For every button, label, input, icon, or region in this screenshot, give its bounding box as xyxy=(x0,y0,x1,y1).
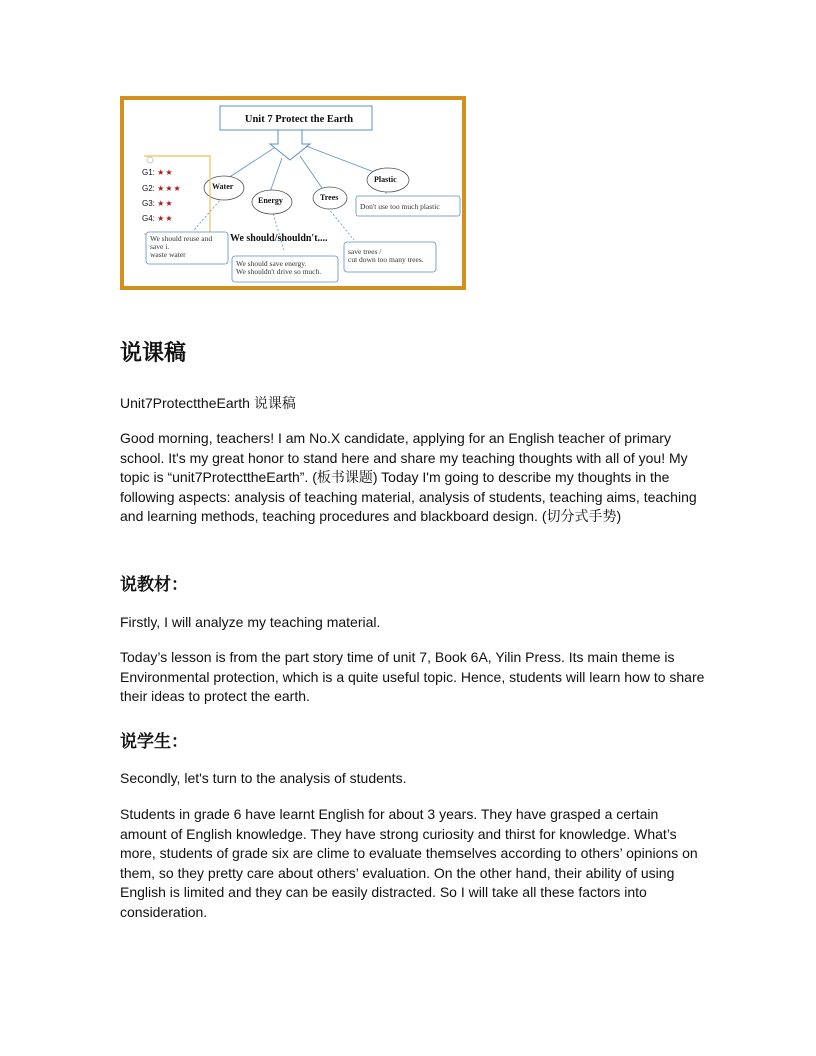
section-heading-students: 说学生： xyxy=(120,732,188,752)
note-line: save i. xyxy=(150,242,170,251)
note-plastic: Don't use too much plastic xyxy=(360,202,440,211)
cloud-label-plastic: Plastic xyxy=(374,175,397,184)
star-rating: ★★ xyxy=(157,199,174,208)
cloud-label-energy: Energy xyxy=(258,196,283,205)
grade-label: G2: xyxy=(142,184,155,193)
section-heading-material: 说教材： xyxy=(120,575,188,595)
students-paragraph-2: Students in grade 6 have learnt English for about 3 years. They have grasped a certain amount of English knowledge. They have strong curiosity and thirst for knowledge. What’s more, students of grade six are clime to evaluate themselves according to others’ opinions on them, so they pretty care about others’ evaluation. On the other hand, their ability of using English is limited and they can be easily distracted. So I will take all these factors into consideration. xyxy=(120,806,698,920)
intro-paragraph: Good morning, teachers! I am No.X candidate, applying for an English teacher of primary school. It's my great honor to stand here and share my teaching thoughts with all of you! My topic is “unit7ProtecttheEarth”. (板书课题) Today I'm going to describe my thoughts in the following aspects: analysis of teaching material, analysis of students, teaching aims, teaching and learning methods, teaching procedures and blackboard design. (切分式手势) xyxy=(120,430,697,525)
cloud-label-water: Water xyxy=(212,182,234,191)
note-line: We should save energy. xyxy=(236,259,307,268)
grade-label: G3: xyxy=(142,199,155,208)
grade-row xyxy=(142,184,182,193)
star-rating: ★★ xyxy=(157,168,174,177)
grade-row xyxy=(142,214,173,223)
should-heading: We should/shouldn't.... xyxy=(230,233,328,244)
note-energy xyxy=(236,260,321,276)
note-line: We should reuse and xyxy=(150,234,213,243)
grade-label: G1: xyxy=(142,168,155,177)
star-rating: ★★★ xyxy=(157,184,182,193)
note-line: save trees / xyxy=(348,247,382,256)
star-rating: ★★ xyxy=(157,214,174,223)
grade-row xyxy=(142,199,173,208)
lesson-subtitle: Unit7ProtecttheEarth 说课稿 xyxy=(120,395,296,411)
note-line: We shouldn't drive so much. xyxy=(236,267,322,276)
students-paragraph-1: Secondly, let's turn to the analysis of students. xyxy=(120,770,407,786)
material-paragraph-1: Firstly, I will analyze my teaching material. xyxy=(120,614,381,630)
note-line: cut down too many trees. xyxy=(348,255,424,264)
material-paragraph-2: Today’s lesson is from the part story time of unit 7, Book 6A, Yilin Press. Its main theme is Environmental protection, which is a quite useful topic. Hence, students will learn how to share their ideas to protect the earth. xyxy=(120,649,705,705)
cloud-label-trees: Trees xyxy=(320,193,339,202)
blackboard-design-figure xyxy=(120,96,466,290)
note-line: waste water xyxy=(150,250,186,259)
down-arrow xyxy=(270,130,310,160)
grade-row xyxy=(142,168,173,177)
grade-label: G4: xyxy=(142,214,155,223)
figure-title: Unit 7 Protect the Earth xyxy=(244,114,354,125)
page-title: 说课稿 xyxy=(120,341,187,366)
note-trees xyxy=(348,248,424,264)
note-water xyxy=(150,235,212,259)
